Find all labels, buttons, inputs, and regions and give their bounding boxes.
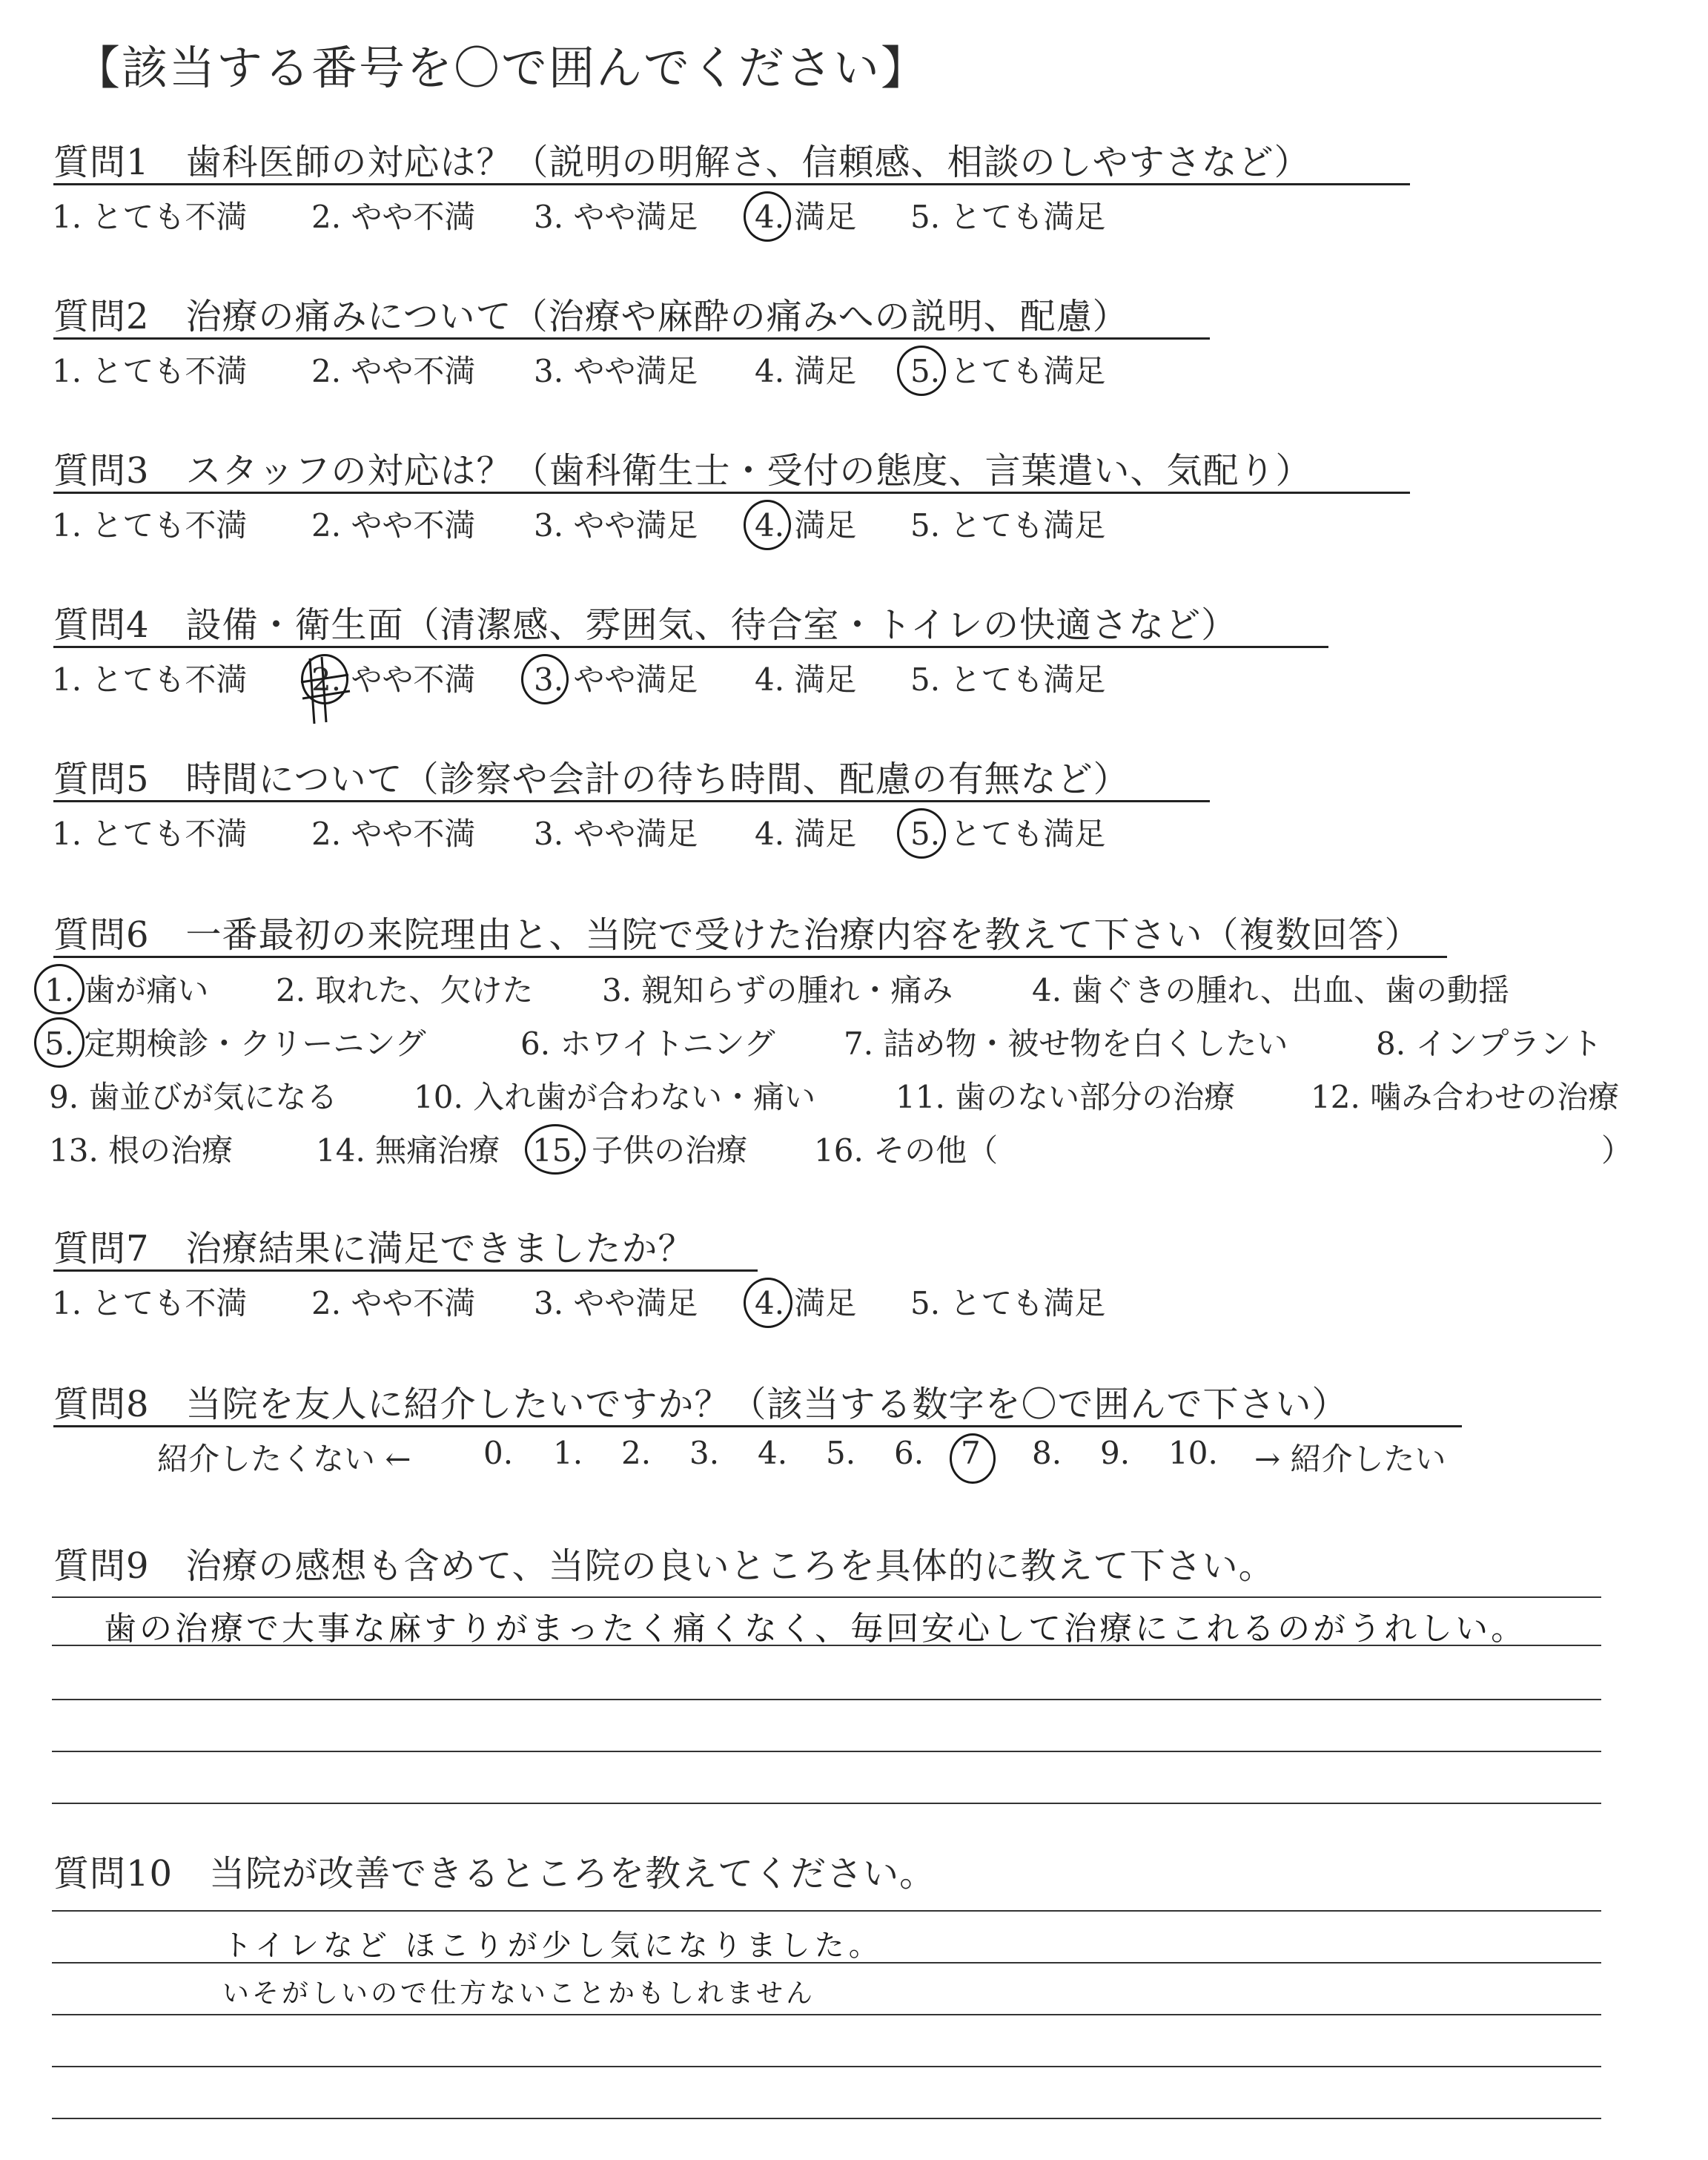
- question-4-underline: [53, 646, 1328, 648]
- q10-handwritten-answer-line-1: トイレなど ほこりが少し気になりました。: [222, 1929, 883, 1963]
- q6-option-7[interactable]: 7. 詰め物・被せ物を白くしたい: [844, 1025, 1288, 1062]
- q2-option-3[interactable]: 3. やや満足: [534, 353, 698, 389]
- question-1-label: 質問1 歯科医師の対応は？（説明の明解さ、信頼感、相談のしやすさなど）: [53, 142, 1311, 183]
- q6-option-11[interactable]: 11. 歯のない部分の治療: [896, 1079, 1236, 1115]
- q10-answer-line-5: [52, 2118, 1601, 2119]
- q6-option-10[interactable]: 10. 入れ歯が合わない・痛い: [414, 1079, 816, 1115]
- q9-handwritten-answer: 歯の治療で大事な麻すりがまったく痛くなく、毎回安心して治療にこれるのがうれしい。: [104, 1610, 1527, 1648]
- q6-option-12[interactable]: 12. 噛み合わせの治療: [1311, 1079, 1620, 1115]
- q6-selection-circle-1: [34, 964, 85, 1014]
- question-2-label: 質問2 治療の痛みについて（治療や麻酔の痛みへの説明、配慮）: [53, 296, 1129, 337]
- q8-right-label: → 紹介したい: [1254, 1441, 1446, 1477]
- q1-selection-circle: [744, 191, 791, 242]
- question-3-underline: [53, 492, 1410, 494]
- q6-selection-circle-15: [525, 1124, 586, 1175]
- q8-number-10[interactable]: 10.: [1168, 1435, 1218, 1471]
- q9-answer-line-1: [52, 1596, 1601, 1598]
- q8-left-label: 紹介したくない ←: [157, 1441, 411, 1477]
- question-3-label: 質問3 スタッフの対応は？（歯科衛生士・受付の態度、言葉遣い、気配り）: [53, 450, 1312, 492]
- question-2-underline: [53, 337, 1210, 340]
- question-7-underline: [53, 1269, 758, 1272]
- q8-number-9[interactable]: 9.: [1100, 1435, 1131, 1471]
- q2-option-2[interactable]: 2. やや不満: [311, 353, 476, 389]
- q6-option-9[interactable]: 9. 歯並びが気になる: [49, 1079, 338, 1115]
- q4-option-1[interactable]: 1. とても不満: [52, 661, 248, 698]
- q3-option-2[interactable]: 2. やや不満: [311, 507, 476, 544]
- q7-option-1[interactable]: 1. とても不満: [52, 1285, 248, 1321]
- q10-handwritten-answer-line-2: いそがしいので仕方ないことかもしれません: [222, 1978, 816, 2009]
- q3-option-1[interactable]: 1. とても不満: [52, 507, 248, 544]
- q3-selection-circle: [744, 500, 791, 550]
- q2-selection-circle: [897, 346, 946, 396]
- q6-option-6[interactable]: 6. ホワイトニング: [520, 1025, 775, 1062]
- question-6-underline: [53, 956, 1447, 958]
- q8-number-5[interactable]: 5.: [826, 1435, 856, 1471]
- q2-option-1[interactable]: 1. とても不満: [52, 353, 248, 389]
- q6-option-1[interactable]: 1. 歯が痛い: [44, 972, 209, 1008]
- q4-strike-mark: [297, 653, 356, 727]
- q6-other-close: ）: [1601, 1132, 1633, 1169]
- question-4-label: 質問4 設備・衛生面（清潔感、雰囲気、待合室・トイレの快適さなど）: [53, 604, 1238, 646]
- q6-option-4[interactable]: 4. 歯ぐきの腫れ、出血、歯の動揺: [1032, 972, 1509, 1008]
- q10-answer-line-1: [52, 1910, 1601, 1912]
- q8-number-3[interactable]: 3.: [689, 1435, 720, 1471]
- q6-option-15[interactable]: 15. 子供の治療: [532, 1132, 748, 1169]
- question-9-label: 質問9 治療の感想も含めて、当院の良いところを具体的に教えて下さい。: [53, 1545, 1275, 1587]
- q8-number-2[interactable]: 2.: [621, 1435, 652, 1471]
- q6-option-16[interactable]: 16. その他（: [814, 1132, 999, 1169]
- q6-selection-circle-5: [34, 1017, 85, 1068]
- question-7-label: 質問7 治療結果に満足できましたか？: [53, 1228, 695, 1269]
- question-1-underline: [53, 183, 1410, 185]
- question-5-label: 質問5 時間について（診察や会計の待ち時間、配慮の有無など）: [53, 759, 1130, 800]
- q7-selection-circle: [744, 1278, 792, 1328]
- q1-option-3[interactable]: 3. やや満足: [534, 199, 698, 235]
- q8-number-4[interactable]: 4.: [758, 1435, 788, 1471]
- q2-option-5[interactable]: 5. とても満足: [910, 353, 1106, 389]
- q5-option-2[interactable]: 2. やや不満: [311, 816, 476, 852]
- q4-option-5[interactable]: 5. とても満足: [910, 661, 1106, 698]
- q3-option-3[interactable]: 3. やや満足: [534, 507, 698, 544]
- q4-option-3[interactable]: 3. やや満足: [534, 661, 698, 698]
- q1-option-1[interactable]: 1. とても不満: [52, 199, 248, 235]
- q6-option-2[interactable]: 2. 取れた、欠けた: [276, 972, 534, 1008]
- q5-option-5[interactable]: 5. とても満足: [910, 816, 1106, 852]
- q4-option-4[interactable]: 4. 満足: [755, 661, 857, 698]
- q5-selection-circle: [897, 808, 946, 859]
- page-title: 【該当する番号を〇で囲んでください】: [74, 41, 929, 95]
- q2-option-4[interactable]: 4. 満足: [755, 353, 857, 389]
- q5-option-4[interactable]: 4. 満足: [755, 816, 857, 852]
- q5-option-1[interactable]: 1. とても不満: [52, 816, 248, 852]
- q10-answer-line-4: [52, 2066, 1601, 2067]
- q1-option-2[interactable]: 2. やや不満: [311, 199, 476, 235]
- q4-selection-circle: [521, 654, 569, 704]
- question-10-label: 質問10 当院が改善できるところを教えてください。: [53, 1853, 936, 1895]
- question-8-label: 質問8 当院を友人に紹介したいですか？（該当する数字を〇で囲んで下さい）: [53, 1384, 1348, 1425]
- q6-option-5[interactable]: 5. 定期検診・クリーニング: [44, 1025, 426, 1062]
- q9-answer-line-5: [52, 1803, 1601, 1804]
- q5-option-3[interactable]: 3. やや満足: [534, 816, 698, 852]
- q8-number-1[interactable]: 1.: [553, 1435, 583, 1471]
- q7-option-2[interactable]: 2. やや不満: [311, 1285, 476, 1321]
- q8-number-6[interactable]: 6.: [894, 1435, 924, 1471]
- question-6-label: 質問6 一番最初の来院理由と、当院で受けた治療内容を教えて下さい（複数回答）: [53, 914, 1421, 956]
- q6-option-13[interactable]: 13. 根の治療: [49, 1132, 234, 1169]
- q4-option-2[interactable]: 2. やや不満: [311, 661, 476, 698]
- q1-option-5[interactable]: 5. とても満足: [910, 199, 1106, 235]
- q7-option-3[interactable]: 3. やや満足: [534, 1285, 698, 1321]
- q10-answer-line-3: [52, 2014, 1601, 2015]
- q1-option-4[interactable]: 4. 満足: [755, 199, 857, 235]
- q7-option-4[interactable]: 4. 満足: [755, 1285, 857, 1321]
- q6-option-14[interactable]: 14. 無痛治療: [316, 1132, 500, 1169]
- q8-selection-circle: [950, 1433, 996, 1484]
- q3-option-5[interactable]: 5. とても満足: [910, 507, 1106, 544]
- q9-answer-line-3: [52, 1699, 1601, 1700]
- question-8-underline: [53, 1425, 1462, 1427]
- q8-number-8[interactable]: 8.: [1032, 1435, 1062, 1471]
- q3-option-4[interactable]: 4. 満足: [755, 507, 857, 544]
- q6-option-8[interactable]: 8. インプラント: [1376, 1025, 1603, 1062]
- question-5-underline: [53, 800, 1210, 802]
- q8-number-0[interactable]: 0.: [483, 1435, 514, 1471]
- q8-number-7[interactable]: 7: [961, 1435, 981, 1471]
- q9-answer-line-4: [52, 1751, 1601, 1752]
- q6-option-3[interactable]: 3. 親知らずの腫れ・痛み: [602, 972, 953, 1008]
- q7-option-5[interactable]: 5. とても満足: [910, 1285, 1106, 1321]
